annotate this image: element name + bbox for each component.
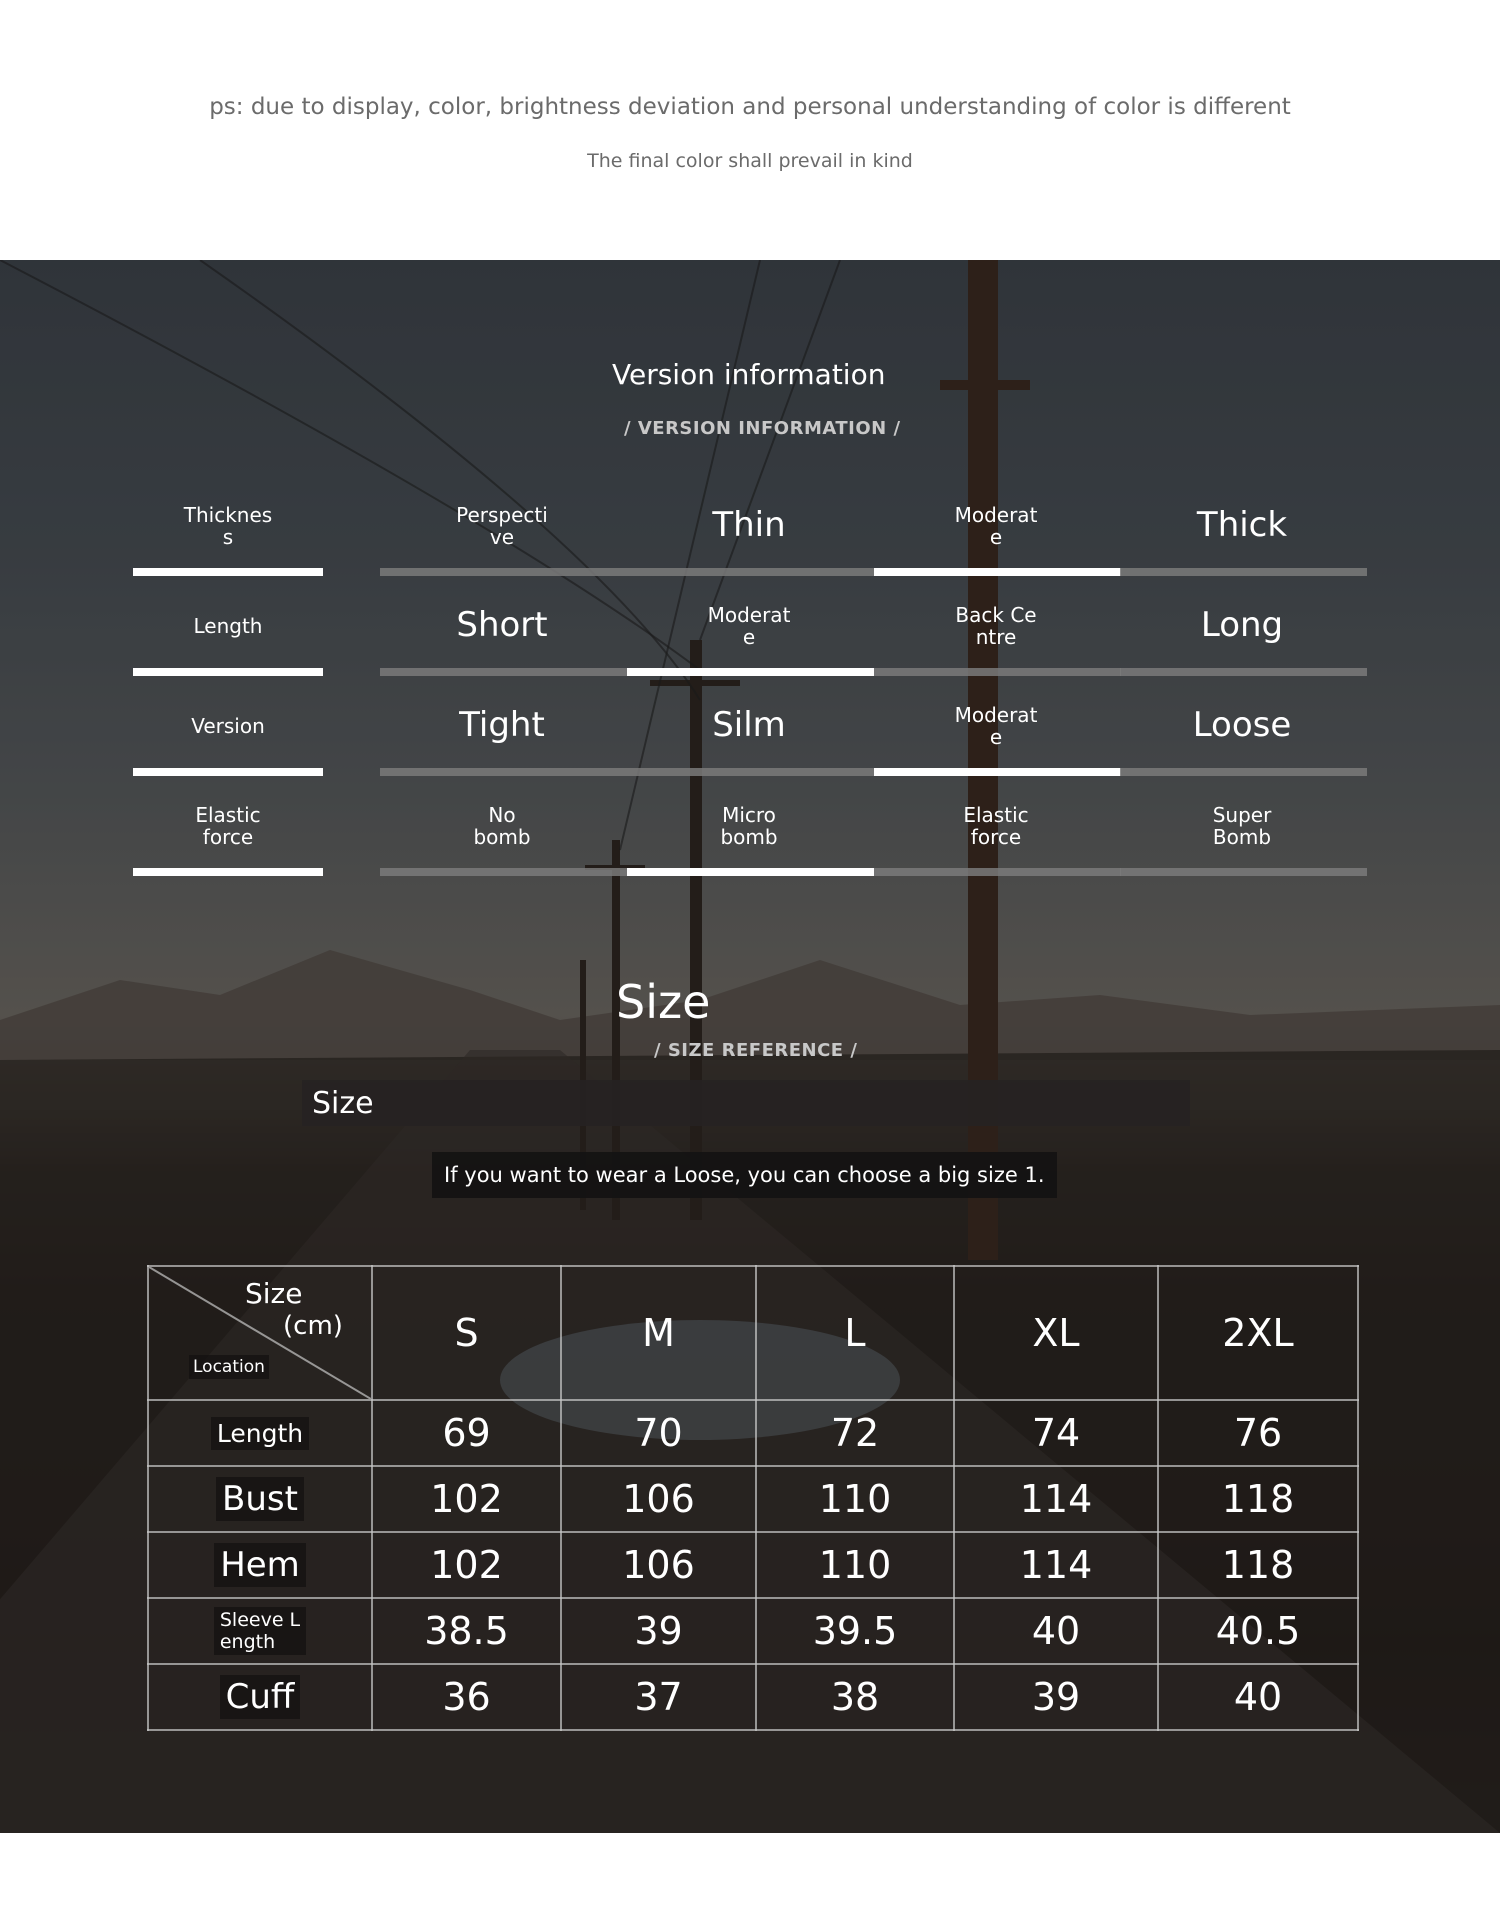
version-option-bar-selected xyxy=(874,768,1121,776)
version-option-bar-selected xyxy=(627,868,874,876)
table-row xyxy=(148,1466,1358,1532)
table-cell: 102 xyxy=(372,1466,561,1532)
table-cell: 39 xyxy=(561,1598,756,1664)
version-option: Silm xyxy=(712,705,786,746)
table-cell: 110 xyxy=(756,1532,954,1598)
version-option-bar-selected xyxy=(874,568,1121,576)
table-cell: 70 xyxy=(561,1400,756,1466)
size-tip: If you want to wear a Loose, you can choose a big size 1. xyxy=(432,1152,1057,1198)
table-cell: 114 xyxy=(954,1466,1158,1532)
version-option-bar xyxy=(1120,568,1367,576)
table-cell: 38.5 xyxy=(372,1598,561,1664)
version-option-bar xyxy=(1120,768,1367,776)
row-label-cell xyxy=(148,1598,372,1664)
table-cell: 110 xyxy=(756,1466,954,1532)
col-header-xl: XL xyxy=(954,1266,1158,1400)
row-label: Length xyxy=(211,1417,309,1450)
version-option: Short xyxy=(456,605,548,646)
table-cell: 118 xyxy=(1158,1466,1358,1532)
table-cell: 69 xyxy=(372,1400,561,1466)
table-cell: 40 xyxy=(954,1598,1158,1664)
table-cell: 74 xyxy=(954,1400,1158,1466)
version-option: Perspecti ve xyxy=(456,503,548,549)
row-label-cell xyxy=(148,1400,372,1466)
table-row xyxy=(148,1400,1358,1466)
info-panel xyxy=(0,260,1500,1833)
table-cell: 72 xyxy=(756,1400,954,1466)
version-option-bar xyxy=(1120,868,1367,876)
row-label: Bust xyxy=(216,1477,304,1521)
version-row-label: Length xyxy=(193,614,263,638)
table-row xyxy=(148,1598,1358,1664)
version-row-label-bar xyxy=(133,568,323,576)
corner-unit-label: (cm) xyxy=(283,1311,343,1341)
version-option-bar xyxy=(627,568,874,576)
size-subtitle: / SIZE REFERENCE / xyxy=(654,1040,858,1061)
version-option: Loose xyxy=(1192,705,1292,746)
table-cell: 40.5 xyxy=(1158,1598,1358,1664)
version-row-label-bar xyxy=(133,668,323,676)
row-label-cell xyxy=(148,1466,372,1532)
version-option-bar xyxy=(380,868,627,876)
corner-size-label: Size xyxy=(245,1277,303,1310)
table-cell: 118 xyxy=(1158,1532,1358,1598)
table-cell: 76 xyxy=(1158,1400,1358,1466)
table-cell: 106 xyxy=(561,1466,756,1532)
version-row-label: Elastic force xyxy=(195,803,261,849)
col-header-m: M xyxy=(561,1266,756,1400)
col-header-2xl: 2XL xyxy=(1158,1266,1358,1400)
col-header-s: S xyxy=(372,1266,561,1400)
version-option: Moderat e xyxy=(707,603,791,649)
version-subtitle: / VERSION INFORMATION / xyxy=(624,418,901,439)
version-option-bar xyxy=(380,768,627,776)
version-option-bar xyxy=(380,668,627,676)
size-table-corner xyxy=(148,1266,372,1400)
table-row xyxy=(148,1532,1358,1598)
col-header-l: L xyxy=(756,1266,954,1400)
table-cell: 40 xyxy=(1158,1664,1358,1730)
version-option: Tight xyxy=(459,705,545,746)
table-cell: 38 xyxy=(756,1664,954,1730)
version-option-bar xyxy=(1120,668,1367,676)
version-option: Moderat e xyxy=(954,703,1038,749)
table-cell: 102 xyxy=(372,1532,561,1598)
row-label: Cuff xyxy=(220,1675,301,1719)
row-label-cell xyxy=(148,1532,372,1598)
disclaimer-line-2: The final color shall prevail in kind xyxy=(587,150,913,172)
version-option: Thick xyxy=(1196,505,1288,546)
size-band-label: Size xyxy=(312,1086,374,1121)
version-row-label-bar xyxy=(133,868,323,876)
version-option: Long xyxy=(1200,605,1284,646)
version-option-bar xyxy=(380,568,627,576)
version-row-label-bar xyxy=(133,768,323,776)
version-option: Micro bomb xyxy=(720,803,778,849)
version-option: No bomb xyxy=(473,803,531,849)
size-table xyxy=(147,1265,1359,1731)
version-option-bar xyxy=(874,868,1121,876)
table-cell: 114 xyxy=(954,1532,1158,1598)
row-label-cell xyxy=(148,1664,372,1730)
table-cell: 36 xyxy=(372,1664,561,1730)
size-band xyxy=(302,1080,1190,1126)
version-option: Moderat e xyxy=(954,503,1038,549)
table-cell: 37 xyxy=(561,1664,756,1730)
version-option: Elastic force xyxy=(963,803,1029,849)
version-option-bar xyxy=(874,668,1121,676)
table-cell: 106 xyxy=(561,1532,756,1598)
version-option-bar-selected xyxy=(627,668,874,676)
disclaimer-line-1: ps: due to display, color, brightness deviation and personal understanding of color is different xyxy=(209,94,1291,120)
size-table-header-row xyxy=(148,1266,1358,1400)
version-option-bar xyxy=(627,768,874,776)
version-option: Thin xyxy=(712,505,786,546)
row-label: Sleeve L ength xyxy=(214,1607,306,1655)
table-row xyxy=(148,1664,1358,1730)
version-row-label: Version xyxy=(191,714,265,738)
row-label: Hem xyxy=(214,1543,306,1587)
table-cell: 39.5 xyxy=(756,1598,954,1664)
version-option: Super Bomb xyxy=(1212,803,1272,849)
corner-location-label: Location xyxy=(189,1355,269,1379)
table-cell: 39 xyxy=(954,1664,1158,1730)
version-title: Version information xyxy=(612,358,886,391)
size-title: Size xyxy=(616,975,711,1029)
version-option: Back Ce ntre xyxy=(955,603,1037,649)
version-row-label: Thicknes s xyxy=(183,503,273,549)
